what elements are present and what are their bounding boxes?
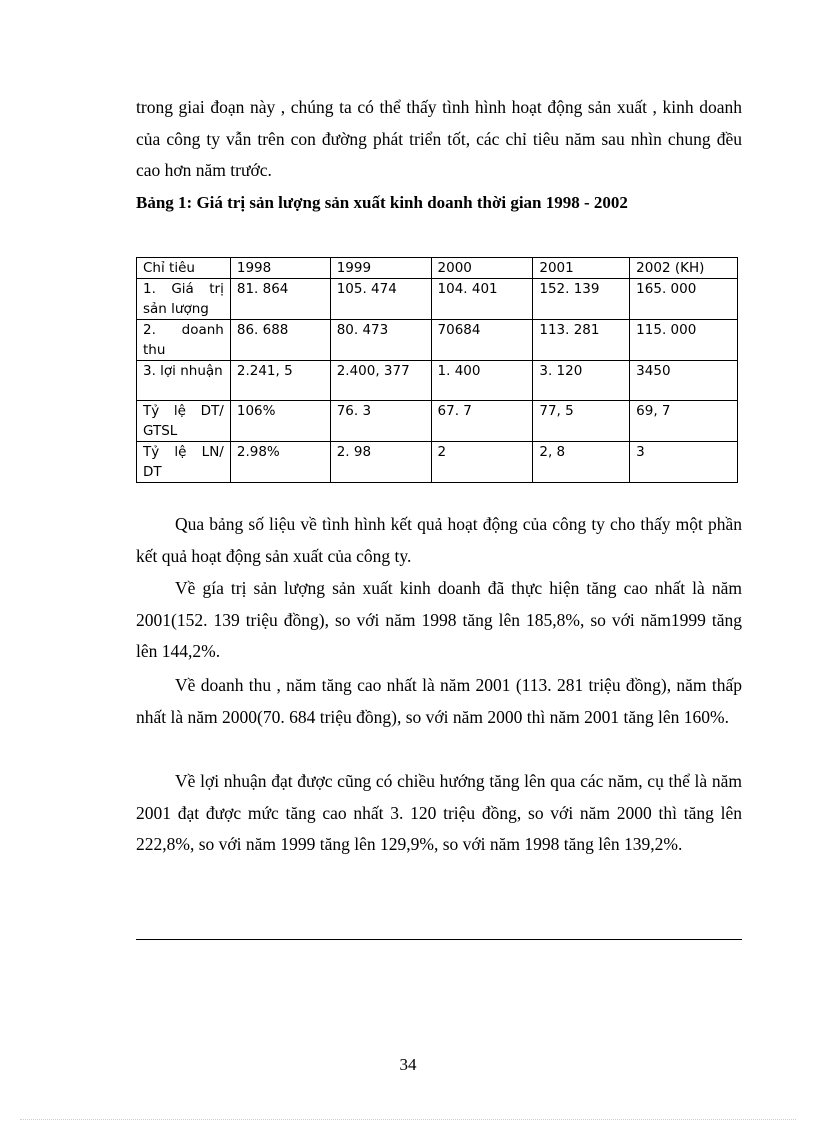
row-label-cell: 2. doanh thu xyxy=(137,320,231,361)
table-cell: 105. 474 xyxy=(330,279,431,320)
table-cell: 76. 3 xyxy=(330,401,431,442)
table-cell: 81. 864 xyxy=(230,279,330,320)
table-row xyxy=(137,361,738,401)
footer-divider xyxy=(136,939,742,940)
table-cell: 3. 120 xyxy=(533,361,630,401)
table-cell: 104. 401 xyxy=(431,279,533,320)
table-cell: 70684 xyxy=(431,320,533,361)
header-cell: 1998 xyxy=(230,258,330,279)
analysis-paragraph: Qua bảng số liệu về tình hình kết quả hoạt động của công ty cho thấy một phần kết quả hoạt động sản xuất của công ty. xyxy=(136,514,742,566)
row-label-cell: 1. Giá trị sản lượng xyxy=(137,279,231,320)
table-cell: 67. 7 xyxy=(431,401,533,442)
table-cell: 69, 7 xyxy=(630,401,738,442)
table-row xyxy=(137,279,738,320)
analysis-paragraph: Về gía trị sản lượng sản xuất kinh doanh đã thực hiện tăng cao nhất là năm 2001(152. 139 triệu đồng), so với năm 1998 tăng lên 185,8%, so với năm1999 tăng lên 144,2%. xyxy=(136,578,742,661)
header-cell: 2001 xyxy=(533,258,630,279)
header-cell: 2002 (KH) xyxy=(630,258,738,279)
table-caption: Bảng 1: Giá trị sản lượng sản xuất kinh doanh thời gian 1998 - 2002 xyxy=(136,193,628,212)
table-cell: 106% xyxy=(230,401,330,442)
analysis-paragraph: Về doanh thu , năm tăng cao nhất là năm 2001 (113. 281 triệu đồng), năm thấp nhất là năm 2000(70. 684 triệu đồng), so với năm 2000 thì năm 2001 tăng lên 160%. xyxy=(136,675,742,727)
page-edge-divider xyxy=(20,1119,796,1120)
header-cell: Chỉ tiêu xyxy=(137,258,231,279)
table-cell: 2.400, 377 xyxy=(330,361,431,401)
table-cell: 3 xyxy=(630,442,738,483)
row-label-cell: 3. lợi nhuận xyxy=(137,361,231,401)
data-table xyxy=(136,257,738,483)
table-cell: 115. 000 xyxy=(630,320,738,361)
table-row xyxy=(137,401,738,442)
table-cell: 2 xyxy=(431,442,533,483)
row-label-cell: Tỷ lệ LN/ DT xyxy=(137,442,231,483)
intro-paragraph: trong giai đoạn này , chúng ta có thể thấy tình hình hoạt động sản xuất , kinh doanh của công ty vẫn trên con đường phát triển tốt, các chỉ tiêu năm sau nhìn chung đều cao hơn năm trước. xyxy=(136,97,742,180)
header-cell: 2000 xyxy=(431,258,533,279)
table-cell: 3450 xyxy=(630,361,738,401)
table-cell: 80. 473 xyxy=(330,320,431,361)
table-header-row xyxy=(137,258,738,279)
analysis-paragraph: Về lợi nhuận đạt được cũng có chiều hướng tăng lên qua các năm, cụ thể là năm 2001 đạt được mức tăng cao nhất 3. 120 triệu đồng, so với năm 2000 thì tăng lên 222,8%, so với năm 1999 tăng lên 129,9%, so với năm 1998 tăng lên 139,2%. xyxy=(136,771,742,854)
table-cell: 2. 98 xyxy=(330,442,431,483)
table-cell: 77, 5 xyxy=(533,401,630,442)
table-cell: 1. 400 xyxy=(431,361,533,401)
table-cell: 113. 281 xyxy=(533,320,630,361)
table-cell: 2, 8 xyxy=(533,442,630,483)
table-cell: 2.98% xyxy=(230,442,330,483)
table-row xyxy=(137,320,738,361)
table-row xyxy=(137,442,738,483)
table-cell: 165. 000 xyxy=(630,279,738,320)
header-cell: 1999 xyxy=(330,258,431,279)
table-cell: 2.241, 5 xyxy=(230,361,330,401)
row-label-cell: Tỷ lệ DT/ GTSL xyxy=(137,401,231,442)
page-number: 34 xyxy=(399,1055,417,1074)
table-cell: 86. 688 xyxy=(230,320,330,361)
table-cell: 152. 139 xyxy=(533,279,630,320)
